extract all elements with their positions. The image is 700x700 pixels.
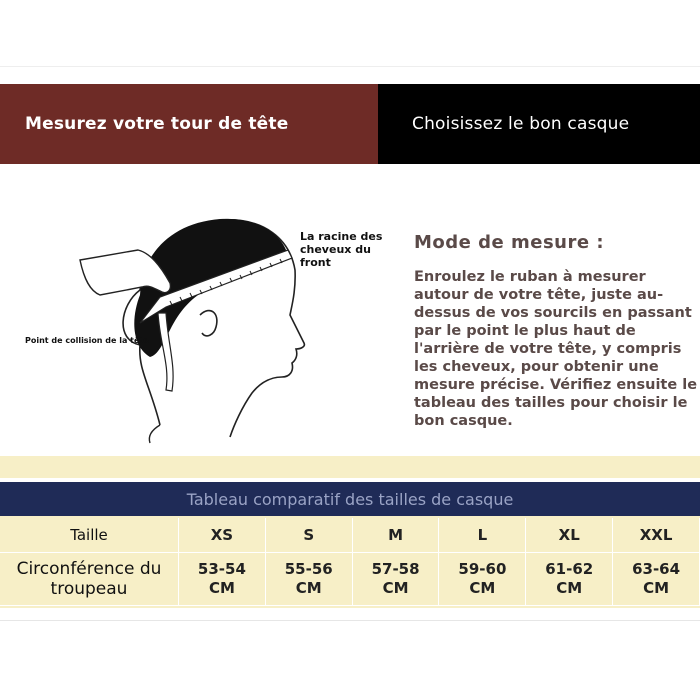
circumference-row bbox=[0, 553, 700, 606]
header-left-title: Mesurez votre tour de tête bbox=[25, 114, 289, 134]
shoulder-line bbox=[149, 425, 160, 443]
size-table-header bbox=[0, 482, 700, 516]
header-right-band bbox=[378, 84, 700, 164]
size-cell-xl: XL bbox=[526, 518, 613, 553]
range-cell-xl: 61-62 CM bbox=[526, 553, 613, 606]
header-right-title: Choisissez le bon casque bbox=[412, 114, 630, 134]
cream-strip bbox=[0, 456, 700, 478]
range-cell-xxl: 63-64 CM bbox=[613, 553, 700, 606]
range-cell-m: 57-58 CM bbox=[352, 553, 439, 606]
size-row bbox=[0, 518, 700, 553]
instructions-text: Enroulez le ruban à mesurer autour de votre tête, juste au-dessus de vos sourcils en passant par le point le plus haut de l'arrière de votre tête, y compris les cheveux, pour obtenir une mesure précise. Vérifiez ensuite le tableau des tailles pour choisir le bon casque. bbox=[414, 269, 698, 429]
instructions-title: Mode de mesure : bbox=[414, 232, 605, 253]
ear-shape bbox=[200, 311, 217, 336]
size-cell-xxl: XXL bbox=[613, 518, 700, 553]
size-cell-l: L bbox=[439, 518, 526, 553]
range-cell-l: 59-60 CM bbox=[439, 553, 526, 606]
range-cell-xs: 53-54 CM bbox=[179, 553, 266, 606]
size-table bbox=[0, 518, 700, 606]
range-cell-s: 55-56 CM bbox=[265, 553, 352, 606]
label-front-hairline: La racine des cheveux du front bbox=[300, 230, 383, 269]
size-cell-s: S bbox=[265, 518, 352, 553]
size-row-label: Taille bbox=[0, 518, 179, 553]
circumference-row-label: Circonférence du troupeau bbox=[0, 553, 179, 606]
size-cell-m: M bbox=[352, 518, 439, 553]
bottom-divider bbox=[0, 620, 700, 621]
size-cell-xs: XS bbox=[179, 518, 266, 553]
label-collision-point: Point de collision de la tête bbox=[25, 336, 149, 345]
size-table-title: Tableau comparatif des tailles de casque bbox=[186, 489, 514, 509]
top-divider bbox=[0, 66, 700, 67]
header-left-band bbox=[0, 84, 378, 164]
